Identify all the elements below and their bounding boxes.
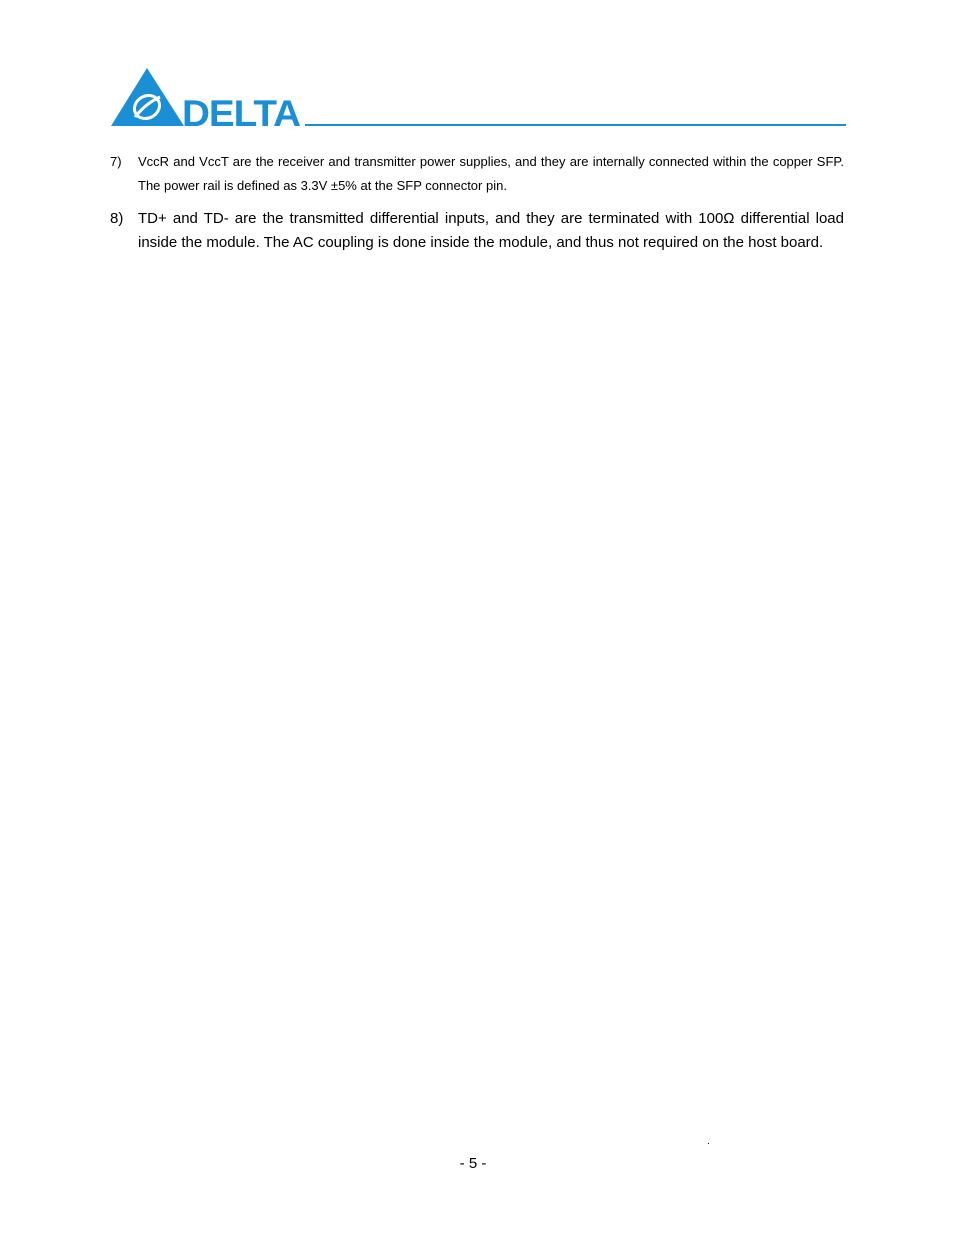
delta-wordmark: DELTA [182,93,301,127]
note-text: VccR and VccT are the receiver and transmitter power supplies, and they are internally connected within the copper SFP. The power rail is defined as 3.3V ±5% at the SFP connector pin. [138,154,844,193]
note-number: 7) [110,154,122,169]
note-text: TD+ and TD- are the transmitted differential inputs, and they are terminated with 100Ω differential load inside the module. The AC coupling is done inside the module, and thus not required on the host board. [138,210,844,251]
footer-dot: . [707,1136,710,1147]
note-number: 8) [110,210,124,227]
delta-logo-graphic [110,67,302,127]
note-item-7 [110,150,844,198]
note-item-8 [110,207,844,255]
header-rule [305,124,846,126]
delta-logo [110,67,302,127]
page-number: - 5 - [459,1155,487,1172]
